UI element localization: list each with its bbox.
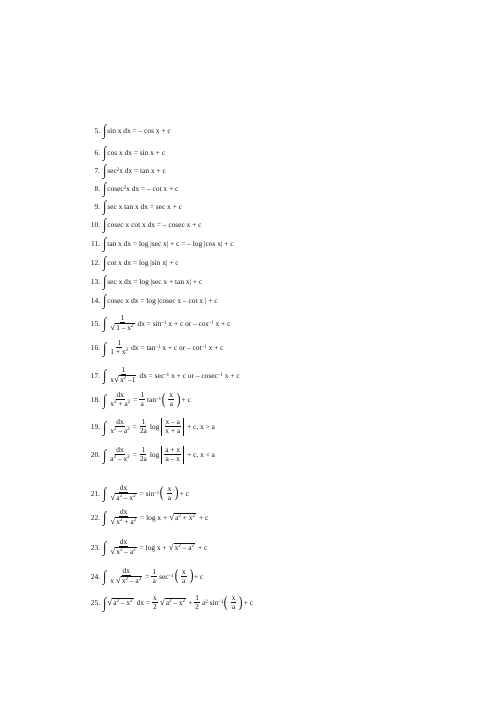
formula-text-post: x dx = – cot x + c bbox=[126, 183, 179, 193]
formula-text: sec x dx = log |sec x + tan x| + c bbox=[107, 276, 203, 286]
fraction bbox=[109, 484, 137, 503]
formula-text: cos x dx = sin x + c bbox=[107, 147, 166, 157]
formula-number: 5. bbox=[94, 125, 100, 135]
rhs-3: x + c bbox=[215, 318, 231, 328]
rhs: = sin bbox=[139, 488, 155, 498]
formula-15 bbox=[86, 314, 230, 333]
integral-sign: ∫ bbox=[103, 234, 107, 252]
rhs: dx = sec bbox=[139, 370, 165, 380]
sqrt-icon: √ bbox=[110, 546, 116, 557]
fraction bbox=[109, 508, 138, 527]
equals: = bbox=[145, 571, 150, 581]
right-paren: ) bbox=[239, 593, 243, 611]
formula-text-pre: sec bbox=[107, 165, 117, 175]
sqrt-icon: √ bbox=[114, 374, 119, 385]
formula-number: 6. bbox=[94, 147, 100, 157]
left-paren: ( bbox=[160, 484, 164, 502]
exponent: 2 bbox=[131, 324, 134, 330]
numerator: dx bbox=[119, 537, 128, 546]
tail: + c, x > a bbox=[187, 422, 215, 432]
fraction bbox=[109, 446, 130, 464]
radical: √ $a^2 - x^2$ bbox=[107, 597, 133, 608]
rhs-3: x + c bbox=[224, 370, 240, 380]
inverse-exponent: –1 bbox=[164, 372, 170, 378]
formula-text: cosec x cot x dx = – cosec x + c bbox=[107, 219, 202, 229]
radical: √ $x^2 - a^2$ bbox=[115, 575, 142, 586]
coefficient: $\frac{1}{a}$ bbox=[140, 390, 145, 409]
sqrt-icon: √ bbox=[168, 541, 174, 552]
formula-6 bbox=[86, 143, 166, 161]
inverse-exponent: –1 bbox=[161, 320, 167, 326]
radical: √ $a^2 + x^2$ bbox=[169, 511, 195, 522]
plus: + bbox=[188, 598, 193, 608]
formula-number: 12. bbox=[90, 257, 100, 267]
absolute-value: $\frac{x - a}{x + a}$ bbox=[161, 418, 184, 436]
integral-sign: ∫ bbox=[103, 161, 107, 179]
formula-text: sin x dx = – cos x + c bbox=[107, 125, 171, 135]
function-name: log bbox=[149, 450, 160, 460]
denominator: $x^2 + a^2$ bbox=[110, 399, 131, 409]
inverse-exponent: –1 bbox=[201, 345, 207, 351]
radicand: 1 – x bbox=[116, 323, 132, 333]
formula-text: tan x dx = log |sec x| + c = – log |cos x| + c bbox=[107, 238, 234, 248]
rhs: dx = sin bbox=[137, 318, 162, 328]
integral-sign: ∫ bbox=[103, 366, 107, 385]
integral-sign: ∫ bbox=[103, 538, 107, 557]
formula-text: cot x dx = log |sin x| + c bbox=[107, 257, 179, 267]
rhs: = log x + bbox=[139, 542, 167, 552]
formula-text: sec x tan x dx = sec x + c bbox=[107, 201, 182, 211]
radical bbox=[110, 323, 134, 333]
formula-number: 22. bbox=[90, 512, 100, 522]
exponent: 2 bbox=[125, 348, 129, 354]
formula-9 bbox=[86, 197, 182, 215]
numerator: dx bbox=[120, 507, 128, 516]
absolute-value: $\frac{a + x}{a - x}$ bbox=[161, 446, 184, 464]
formula-8 bbox=[86, 179, 179, 197]
formula-number: 15. bbox=[90, 318, 100, 328]
right-paren: ) bbox=[189, 567, 194, 585]
integral-sign: ∫ bbox=[103, 339, 107, 357]
formula-number: 23. bbox=[90, 542, 100, 552]
formula-11 bbox=[86, 234, 234, 252]
denominator bbox=[109, 517, 138, 527]
formula-number: 19. bbox=[90, 422, 100, 432]
formula-text-pre: cosec bbox=[107, 183, 124, 193]
formula-number: 17. bbox=[90, 370, 100, 380]
formula-number: 13. bbox=[90, 276, 100, 286]
denominator bbox=[109, 493, 137, 503]
coefficient: $\frac{1}{a}$ bbox=[152, 566, 157, 585]
fraction bbox=[109, 538, 137, 557]
integral-sign: ∫ bbox=[103, 391, 107, 409]
radical: √ $a^2 - x^2$ bbox=[110, 492, 136, 503]
tail: + c bbox=[193, 571, 204, 581]
formula-20 bbox=[86, 446, 215, 464]
tail-a: a bbox=[201, 598, 206, 608]
sqrt-icon: √ bbox=[169, 511, 175, 522]
formula-16 bbox=[86, 339, 223, 357]
exponent: 2 bbox=[116, 167, 120, 173]
formula-10 bbox=[86, 215, 202, 233]
formula-number: 16. bbox=[90, 343, 100, 353]
argument: $\frac{x}{a}$ bbox=[231, 593, 236, 612]
fraction bbox=[109, 567, 143, 586]
formula-12 bbox=[86, 253, 179, 271]
formula-number: 11. bbox=[91, 238, 100, 248]
tail: + c bbox=[181, 395, 191, 405]
integral-sign: ∫ bbox=[103, 179, 107, 197]
integral-sign: ∫ bbox=[103, 143, 107, 161]
formula-text-post: x dx = tan x + c bbox=[119, 165, 166, 175]
numerator: dx bbox=[122, 566, 130, 575]
right-paren: ) bbox=[176, 390, 181, 408]
fraction bbox=[109, 391, 131, 409]
function-name: tan bbox=[147, 395, 157, 405]
formula-7 bbox=[86, 161, 166, 179]
formula-19 bbox=[86, 418, 215, 436]
formula-text: cosec x dx = log |cosec x – cot x | + c bbox=[107, 295, 218, 305]
argument: $\frac{x}{a}$ bbox=[167, 483, 172, 502]
tail: + c bbox=[179, 488, 189, 498]
formula-5 bbox=[86, 121, 171, 139]
integral-sign: ∫ bbox=[103, 121, 107, 139]
left-paren: ( bbox=[224, 593, 228, 611]
integral-sign: ∫ bbox=[103, 314, 107, 333]
numerator: dx bbox=[119, 483, 128, 492]
formula-number: 9. bbox=[94, 201, 100, 211]
rhs-2: x + c or – cos bbox=[168, 318, 209, 328]
denominator bbox=[109, 547, 137, 557]
sqrt-icon: √ bbox=[159, 597, 165, 608]
numerator: dx bbox=[116, 445, 124, 454]
radical: √ $a^2 - x^2$ bbox=[159, 597, 186, 608]
right-paren: ) bbox=[175, 484, 179, 502]
coefficient: $\frac{1}{2}$ bbox=[195, 593, 199, 612]
coefficient: $\frac{x}{2}$ bbox=[153, 593, 157, 612]
integral-sign: ∫ bbox=[103, 446, 107, 464]
sqrt-icon: √ bbox=[107, 597, 113, 608]
formula-24: 24. ∫ dx x √ $x^2 - a^2$ = $\frac{1}{a}$ sec –1 ( $\frac{x}{a}$ ) + c bbox=[86, 567, 203, 586]
numerator: 1 bbox=[120, 313, 125, 322]
rhs-3: x + c bbox=[208, 343, 224, 353]
equals: = bbox=[132, 422, 137, 432]
fraction bbox=[109, 339, 129, 357]
equals: = bbox=[133, 395, 138, 405]
formula-number: 7. bbox=[94, 165, 100, 175]
coefficient: $\frac{1}{2a}$ bbox=[139, 417, 147, 436]
integral-sign: ∫ bbox=[103, 418, 107, 436]
numerator: dx bbox=[116, 390, 124, 399]
integral-sign: ∫ bbox=[103, 272, 107, 290]
formula-number: 20. bbox=[90, 450, 100, 460]
integral-sign: ∫ bbox=[103, 484, 107, 503]
formula-number: 21. bbox=[90, 488, 100, 498]
left-paren: ( bbox=[161, 390, 166, 408]
radical: √ $x^2 - a^2$ bbox=[110, 546, 136, 557]
rhs: dx = tan bbox=[131, 343, 156, 353]
exponent: 2 bbox=[123, 185, 127, 191]
numerator: dx bbox=[116, 417, 124, 426]
rhs-2: x + c or – cot bbox=[162, 343, 202, 353]
sqrt-icon: √ bbox=[110, 516, 116, 527]
integral-sign: ∫ bbox=[103, 567, 107, 586]
formula-21: 21. ∫ dx √ $a^2 - x^2$ = sin –1 ( $\frac{x}{a}$ ) + c bbox=[86, 484, 189, 503]
tail: + c bbox=[197, 542, 208, 552]
numerator: 1 bbox=[121, 365, 126, 374]
sqrt-icon: √ bbox=[110, 322, 116, 333]
inverse-exponent: –1 bbox=[155, 345, 161, 351]
inverse-exponent: –1 bbox=[208, 320, 214, 326]
formula-number: 18. bbox=[90, 395, 100, 405]
tail: + c, x < a bbox=[187, 450, 215, 460]
formula-18: 18. ∫ $\frac{dx}{x^2 + a^2}$ = $\frac{1}{a}$ tan –1 ( $\frac{x}{a}$ ) + c bbox=[86, 391, 191, 409]
fraction bbox=[109, 314, 135, 333]
integral-sign: ∫ bbox=[103, 197, 107, 215]
sqrt-icon: √ bbox=[115, 575, 121, 586]
integral-sign: ∫ bbox=[103, 291, 107, 309]
denominator: x √ $x^2$ –1 bbox=[110, 374, 136, 385]
function-name: sin bbox=[209, 598, 219, 608]
denominator: $x^2 - a^2$ bbox=[110, 426, 130, 436]
denominator: $a^2 - x^2$ bbox=[110, 454, 130, 464]
formula-number: 25. bbox=[90, 598, 100, 608]
tail: + c bbox=[198, 512, 209, 522]
function-name: sec bbox=[159, 571, 169, 581]
equals: = bbox=[132, 450, 137, 460]
formula-number: 10. bbox=[90, 219, 100, 229]
fraction bbox=[109, 366, 137, 385]
argument: $\frac{x}{a}$ bbox=[169, 390, 174, 409]
rhs: dx = bbox=[136, 598, 151, 608]
rhs-2: x + c or – cosec bbox=[171, 370, 218, 380]
denominator bbox=[109, 323, 135, 333]
formula-number: 24. bbox=[90, 571, 100, 581]
coefficient: $\frac{1}{2a}$ bbox=[139, 445, 147, 464]
rhs: = log x + bbox=[140, 512, 168, 522]
formula-17 bbox=[86, 366, 240, 385]
radical: √ $x^2 - a^2$ bbox=[168, 541, 194, 552]
denominator: $1 + x^2$ bbox=[110, 347, 129, 357]
fraction bbox=[109, 418, 130, 436]
formula-13 bbox=[86, 272, 203, 290]
formula-number: 14. bbox=[90, 295, 100, 305]
integral-sign: ∫ bbox=[103, 253, 107, 271]
numerator: 1 bbox=[117, 338, 122, 347]
formula-14 bbox=[86, 291, 218, 309]
left-paren: ( bbox=[174, 567, 179, 585]
exponent: 2 bbox=[123, 376, 127, 382]
denominator: x √ $x^2 - a^2$ bbox=[110, 575, 142, 586]
formula-23 bbox=[86, 538, 207, 557]
sqrt-icon: √ bbox=[110, 492, 116, 503]
radical: √ $x^2 + a^2$ bbox=[110, 516, 137, 527]
integral-sign: ∫ bbox=[103, 215, 107, 233]
formula-25: 25. ∫ √ $a^2 - x^2$ dx = $\frac{x}{2}$ √ $a^2 - x^2$ + $\frac{1}{2}$ a 2 sin –1 ( $\frac{x}{a}$ ) + c bbox=[86, 594, 253, 612]
integral-sign: ∫ bbox=[103, 508, 107, 527]
radical: √ $x^2$ –1 bbox=[114, 374, 136, 385]
function-name: log bbox=[149, 422, 160, 432]
integral-sign: ∫ bbox=[103, 594, 107, 612]
inverse-exponent: –1 bbox=[217, 372, 223, 378]
formula-number: 8. bbox=[94, 183, 100, 193]
argument: $\frac{x}{a}$ bbox=[181, 566, 186, 585]
tail: + c bbox=[243, 598, 254, 608]
formula-22 bbox=[86, 508, 208, 527]
